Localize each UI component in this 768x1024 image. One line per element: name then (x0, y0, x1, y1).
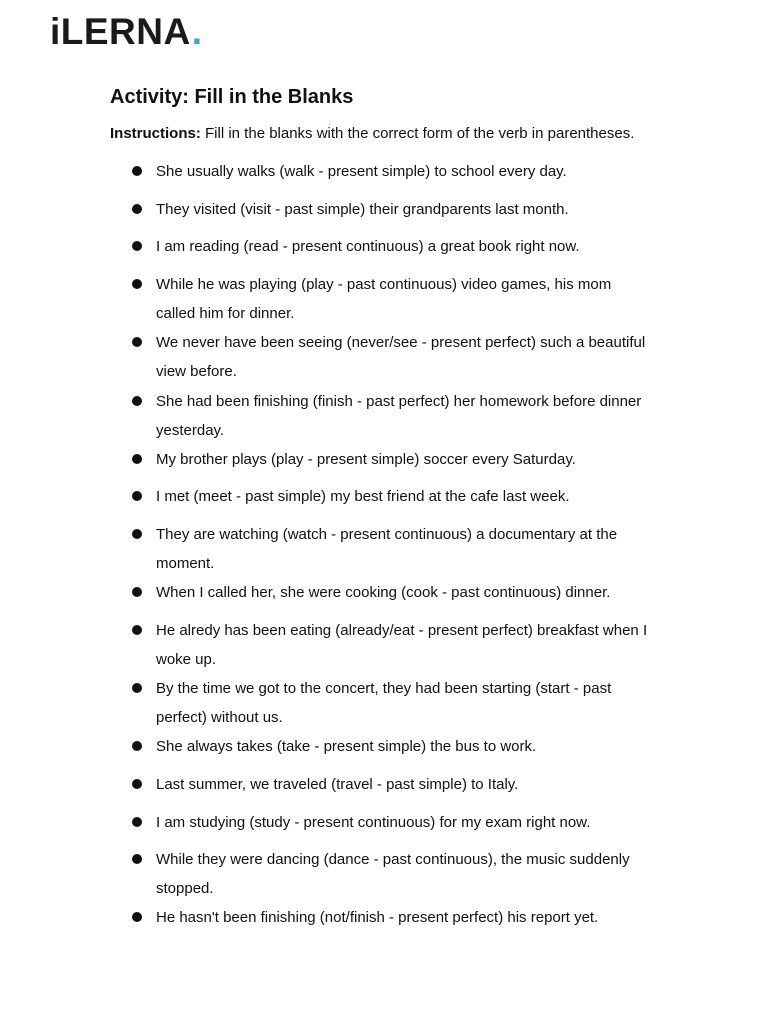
list-item-text: She always takes (take - present simple) the bus to work. (156, 738, 537, 755)
list-item-text: My brother plays (play - present simple) soccer every Saturday. (156, 451, 576, 468)
list-item-text: Last summer, we traveled (travel - past simple) to Italy. (156, 776, 519, 793)
list-item (132, 903, 652, 932)
bullet-icon (132, 779, 142, 789)
list-item (132, 270, 652, 328)
logo-text: iLERNA (50, 11, 191, 52)
list-item-text: He hasn't been finishing (not/finish - present perfect) his report yet. (156, 909, 599, 926)
page-title: Activity: Fill in the Blanks (110, 86, 354, 108)
list-item-text: While they were dancing (dance - past continuous), the music suddenly stopped. (156, 851, 630, 897)
list-item-text: She usually walks (walk - present simple) to school every day. (156, 163, 567, 180)
instructions-text: Fill in the blanks with the correct form of the verb in parentheses. (200, 125, 635, 142)
list-item-text: While he was playing (play - past continuous) video games, his mom called him for dinner. (156, 276, 612, 322)
list-item (132, 808, 652, 837)
bullet-icon (132, 854, 142, 864)
list-item (132, 328, 652, 386)
list-item-text: They are watching (watch - present continuous) a documentary at the moment. (156, 526, 618, 572)
list-item (132, 387, 652, 445)
bullet-icon (132, 396, 142, 406)
logo-dot: . (191, 11, 203, 52)
list-item (132, 445, 652, 474)
instructions (110, 124, 710, 144)
list-item-text: By the time we got to the concert, they had been starting (start - past perfect) without us. (156, 680, 612, 726)
bullet-icon (132, 529, 142, 539)
list-item-text: I am studying (study - present continuous) for my exam right now. (156, 814, 591, 831)
bullet-icon (132, 817, 142, 827)
bullet-icon (132, 625, 142, 635)
list-item (132, 232, 652, 261)
instructions-label: Instructions: (110, 125, 201, 142)
bullet-icon (132, 279, 142, 289)
bullet-icon (132, 683, 142, 693)
list-item-text: He alredy has been eating (already/eat - present perfect) breakfast when I woke up. (156, 622, 648, 668)
list-item-text: They visited (visit - past simple) their grandparents last month. (156, 201, 569, 218)
list-item (132, 482, 652, 511)
list-item (132, 616, 652, 674)
ilerna-logo (50, 12, 203, 52)
bullet-icon (132, 204, 142, 214)
bullet-icon (132, 741, 142, 751)
bullet-icon (132, 166, 142, 176)
list-item (132, 157, 652, 186)
list-item (132, 520, 652, 578)
bullet-icon (132, 491, 142, 501)
bullet-icon (132, 241, 142, 251)
list-item (132, 770, 652, 799)
bullet-icon (132, 912, 142, 922)
list-item-text: She had been finishing (finish - past perfect) her homework before dinner yesterday. (156, 393, 642, 439)
list-item (132, 195, 652, 224)
list-item-text: I am reading (read - present continuous) a great book right now. (156, 238, 580, 255)
bullet-icon (132, 454, 142, 464)
list-item-text: I met (meet - past simple) my best friend at the cafe last week. (156, 488, 570, 505)
list-item (132, 845, 652, 903)
list-item-text: When I called her, she were cooking (cook - past continuous) dinner. (156, 584, 611, 601)
bullet-icon (132, 337, 142, 347)
list-item (132, 674, 652, 732)
list-item-text: We never have been seeing (never/see - present perfect) such a beautiful view before. (156, 334, 646, 380)
list-item (132, 578, 652, 607)
list-item (132, 732, 652, 761)
bullet-icon (132, 587, 142, 597)
